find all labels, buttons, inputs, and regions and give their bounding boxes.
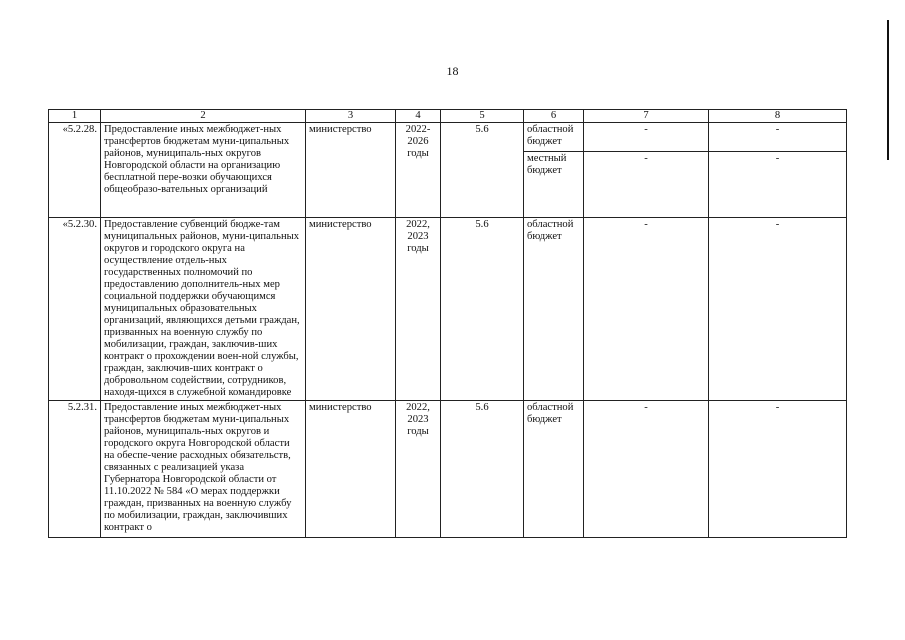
- header-col-6: 6: [524, 110, 584, 123]
- table-row: [49, 401, 847, 538]
- row-col7: -: [584, 401, 709, 538]
- table-row: [49, 218, 847, 401]
- row-years: 2022-2026 годы: [396, 123, 441, 218]
- row-target: 5.6: [441, 401, 524, 538]
- row-col8: -: [709, 152, 847, 218]
- row-description: Предоставление иных межбюджет-ных трансфертов бюджетам муни-ципальных районов, муниципаль-ных округов Новгородской области на организацию бесплатной пере-возки обучающихся общеобразо-вательных организаций: [101, 123, 306, 218]
- row-target: 5.6: [441, 218, 524, 401]
- header-col-8: 8: [709, 110, 847, 123]
- header-col-3: 3: [306, 110, 396, 123]
- header-col-2: 2: [101, 110, 306, 123]
- row-col8: -: [709, 123, 847, 152]
- row-col7: -: [584, 218, 709, 401]
- row-years: 2022, 2023 годы: [396, 401, 441, 538]
- row-source: областной бюджет: [524, 123, 584, 152]
- measures-table: [48, 109, 847, 538]
- page-number: 18: [446, 64, 459, 78]
- header-row: [49, 110, 847, 123]
- table-row: [49, 123, 847, 152]
- row-source: местный бюджет: [524, 152, 584, 218]
- row-years: 2022, 2023 годы: [396, 218, 441, 401]
- row-number: 5.2.31.: [49, 401, 101, 538]
- row-description: [101, 401, 306, 538]
- row-col7: -: [584, 152, 709, 218]
- row-executor: министерство: [306, 123, 396, 218]
- row-executor: министерство: [306, 401, 396, 538]
- row-target: 5.6: [441, 123, 524, 218]
- row-number: «5.2.30.: [49, 218, 101, 401]
- header-col-1: 1: [49, 110, 101, 123]
- header-col-5: 5: [441, 110, 524, 123]
- row-source: областной бюджет: [524, 401, 584, 538]
- row-executor: министерство: [306, 218, 396, 401]
- row-number: «5.2.28.: [49, 123, 101, 218]
- page-edge-line: [887, 20, 889, 160]
- row-description-text: Предоставление иных межбюджет-ных трансфертов бюджетам муни-ципальных районов, муниципаль-ных округов и городского округа Новгородской области на обеспе-чение расходных обязательств, связанных с реализацией указа Губернатора Новгородской области от 11.10.2022 № 584 «О мерах поддержки граждан, призванных на военную службу по мобилизации, граждан, заключивших контракт о: [104, 402, 292, 533]
- row-description: Предоставление субвенций бюдже-там муниципальных районов, муни-ципальных округов и городского округа на осуществление отдель-ных государственных полномочий по предоставлению дополнитель-ных мер социальной поддержки обучающимся муниципальных образовательных организаций, являющихся детьми граждан, призванных на военную службу по мобилизации, граждан, заключив-ших контракт о прохождении воен-ной службы, граждан, заключив-ших контракт о добровольном содействии, сотрудников, находя-щихся в служебной командировке: [101, 218, 306, 401]
- row-col8: -: [709, 401, 847, 538]
- header-col-4: 4: [396, 110, 441, 123]
- row-col7: -: [584, 123, 709, 152]
- header-col-7: 7: [584, 110, 709, 123]
- row-source: областной бюджет: [524, 218, 584, 401]
- row-col8: -: [709, 218, 847, 401]
